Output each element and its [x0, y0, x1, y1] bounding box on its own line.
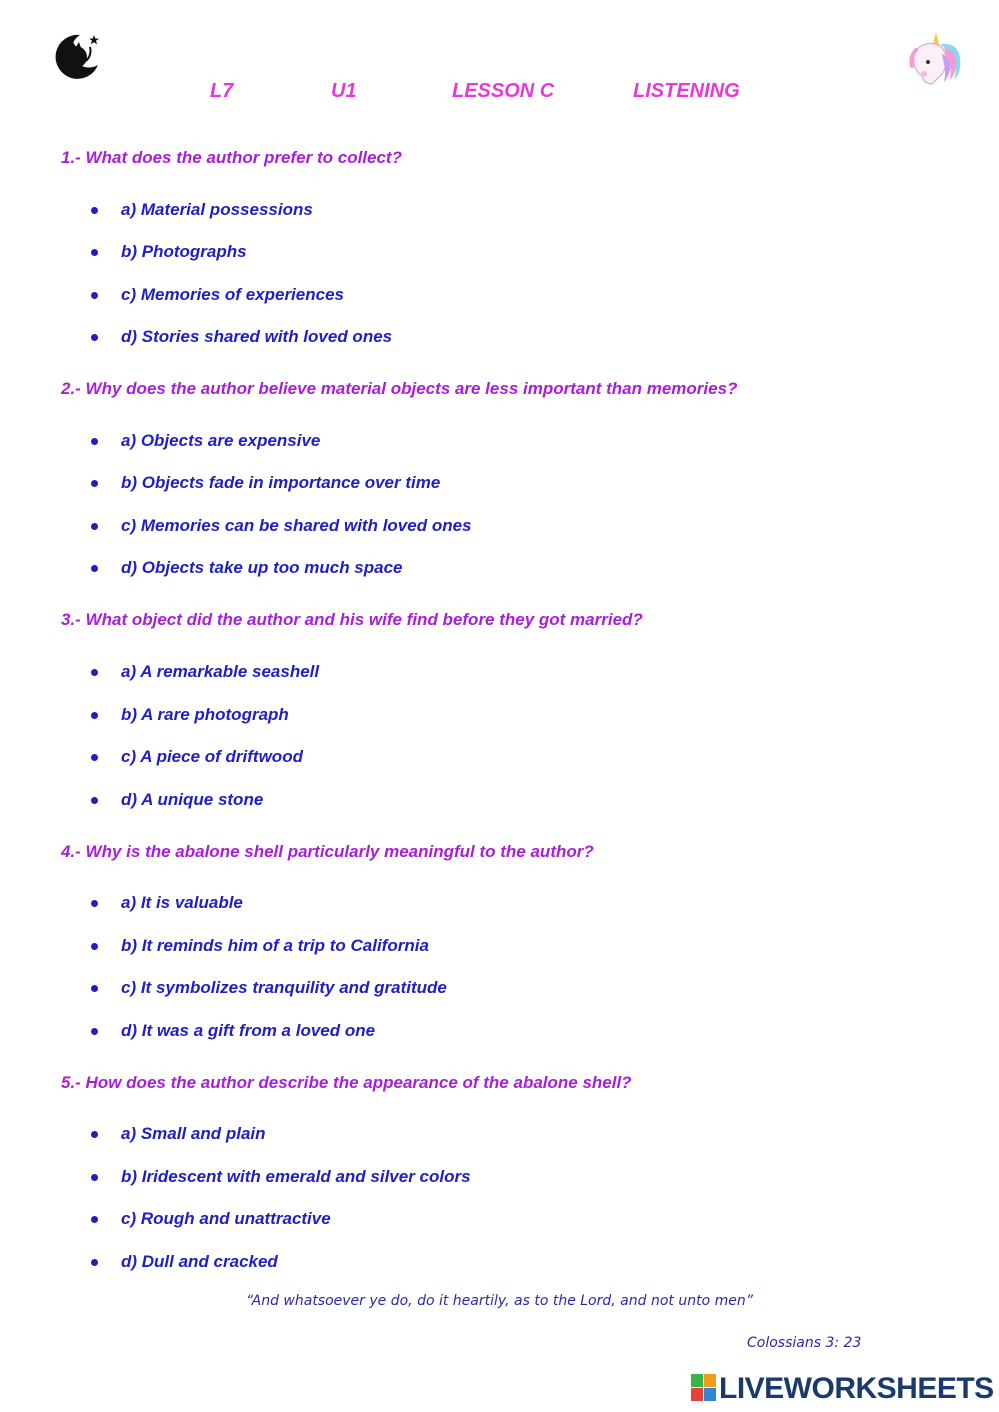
question-5: 5.- How does the author describe the appearance of the abalone shell? — [61, 1073, 632, 1092]
liveworksheets-logo[interactable] — [691, 1372, 994, 1405]
bullet-icon — [91, 1174, 98, 1181]
header-skill: LISTENING — [633, 80, 740, 102]
bullet-icon — [91, 523, 98, 530]
bullet-icon — [91, 438, 98, 445]
liveworksheets-brand-text: LIVEWORKSHEETS — [719, 1372, 994, 1405]
bullet-icon — [91, 1216, 98, 1223]
question-1: 1.- What does the author prefer to collect? — [61, 148, 402, 167]
bullet-icon — [91, 249, 98, 256]
bible-quote: “And whatsoever ye do, do it heartily, as to the Lord, and not unto men” — [246, 1293, 753, 1309]
bullet-icon — [91, 712, 98, 719]
bullet-icon — [91, 480, 98, 487]
bullet-icon — [91, 334, 98, 341]
bullet-icon — [91, 565, 98, 572]
bullet-icon — [91, 669, 98, 676]
bullet-icon — [91, 985, 98, 992]
worksheet-header — [0, 80, 999, 104]
bullet-icon — [91, 943, 98, 950]
bullet-icon — [91, 207, 98, 214]
question-2: 2.- Why does the author believe material objects are less important than memories? — [61, 379, 738, 398]
bullet-icon — [91, 900, 98, 907]
bullet-icon — [91, 1259, 98, 1266]
question-3: 3.- What object did the author and his wife find before they got married? — [61, 610, 643, 629]
moon-cat-logo-icon — [52, 31, 102, 81]
question-4: 4.- Why is the abalone shell particularly meaningful to the author? — [61, 842, 594, 861]
bullet-icon — [91, 1028, 98, 1035]
bullet-icon — [91, 797, 98, 804]
bullet-icon — [91, 292, 98, 299]
bullet-icon — [91, 1131, 98, 1138]
header-lesson: LESSON C — [452, 80, 555, 102]
bible-verse-reference: Colossians 3: 23 — [747, 1335, 862, 1351]
header-level: L7 — [210, 80, 234, 102]
liveworksheets-badge-icon — [691, 1374, 717, 1402]
header-unit: U1 — [331, 80, 357, 102]
bullet-icon — [91, 754, 98, 761]
